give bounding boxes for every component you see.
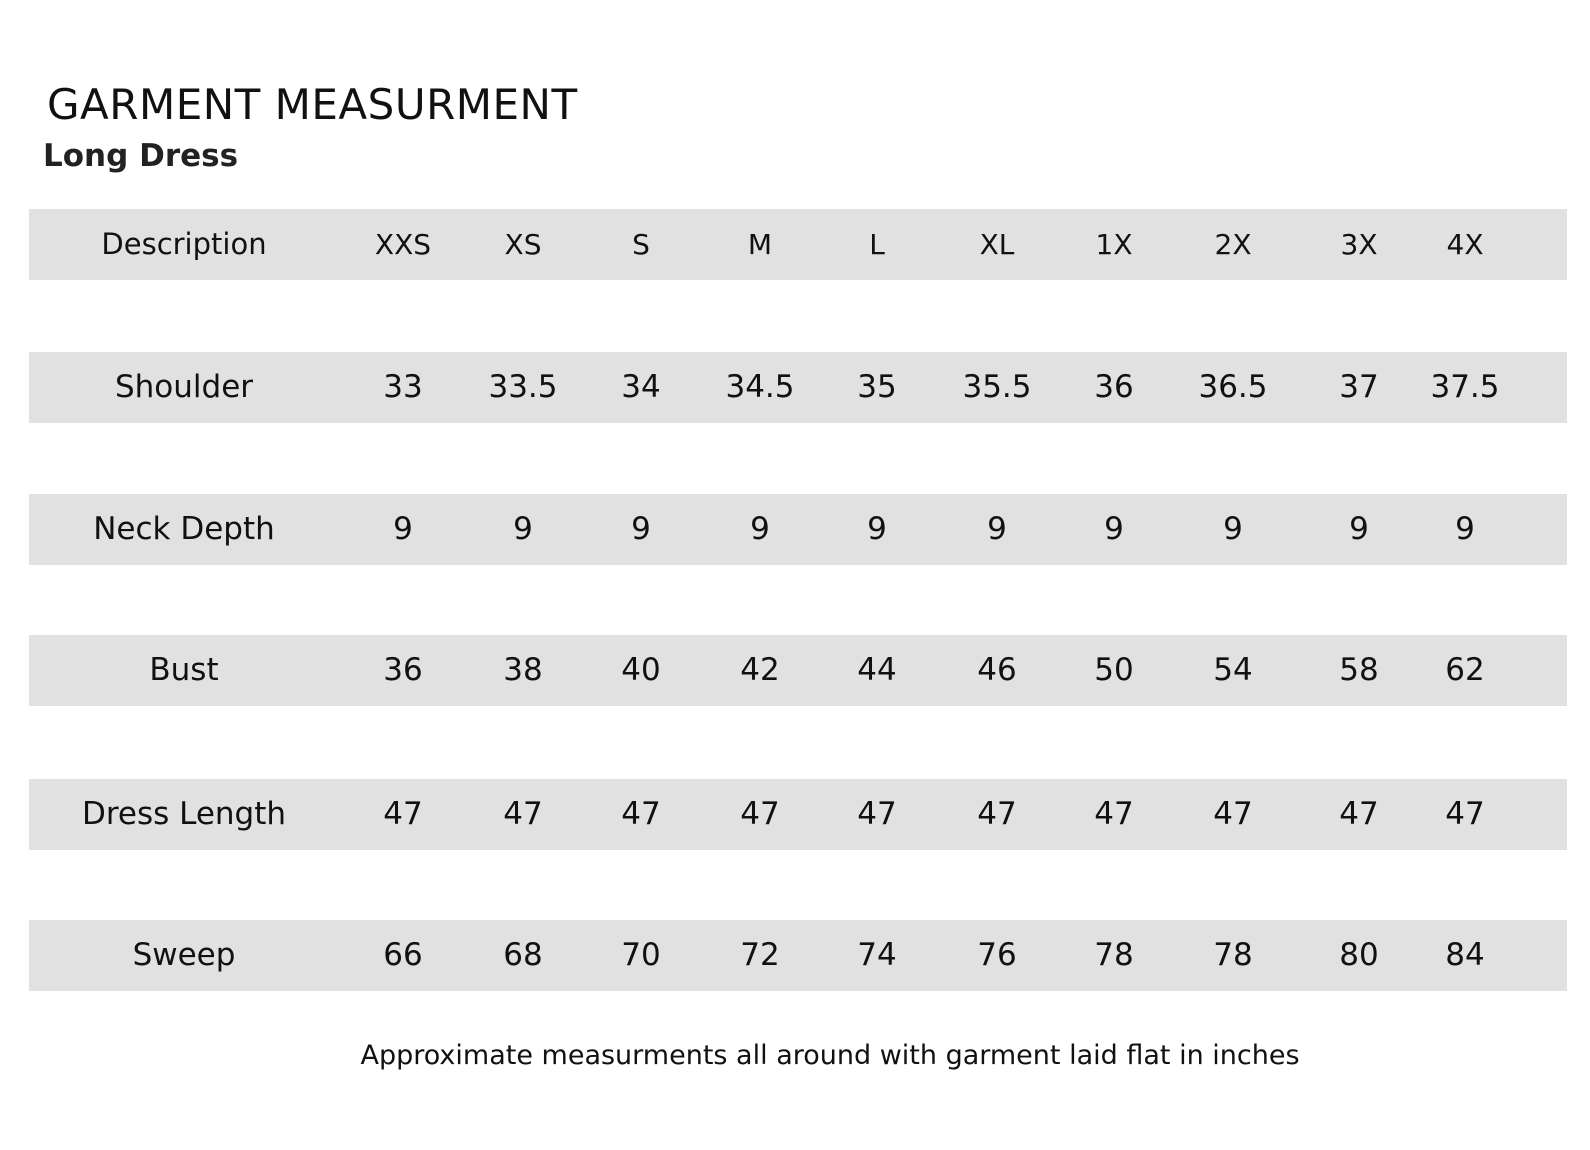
table-row-neck-depth xyxy=(29,494,1567,565)
table-cell: 35.5 xyxy=(962,369,1032,405)
header-size-xxs: XXS xyxy=(374,228,432,261)
table-cell: 38 xyxy=(503,652,543,688)
table-cell: 40 xyxy=(621,652,661,688)
table-cell: 35 xyxy=(857,369,897,405)
table-cell: 47 xyxy=(857,796,897,832)
table-cell: 80 xyxy=(1339,937,1379,973)
table-cell: 9 xyxy=(1455,511,1475,547)
table-cell: 70 xyxy=(621,937,661,973)
table-cell: 58 xyxy=(1339,652,1379,688)
table-row-bust xyxy=(29,635,1567,706)
table-cell: 44 xyxy=(857,652,897,688)
header-size-2x: 2X xyxy=(1214,228,1252,261)
header-size-xl: XL xyxy=(979,228,1015,261)
table-cell: 84 xyxy=(1445,937,1485,973)
table-cell: 9 xyxy=(1349,511,1369,547)
table-row-dress-length xyxy=(29,779,1567,850)
table-cell: 74 xyxy=(857,937,897,973)
table-cell: 9 xyxy=(1223,511,1243,547)
table-cell: 62 xyxy=(1445,652,1485,688)
table-cell: 36 xyxy=(383,652,423,688)
table-cell: 50 xyxy=(1094,652,1134,688)
header-size-1x: 1X xyxy=(1095,228,1133,261)
table-cell: 47 xyxy=(1094,796,1134,832)
row-label: Shoulder xyxy=(114,369,254,405)
table-cell: 33.5 xyxy=(488,369,558,405)
table-cell: 36.5 xyxy=(1198,369,1268,405)
table-cell: 47 xyxy=(383,796,423,832)
table-cell: 47 xyxy=(977,796,1017,832)
table-cell: 9 xyxy=(987,511,1007,547)
table-cell: 34.5 xyxy=(725,369,795,405)
table-cell: 47 xyxy=(1339,796,1379,832)
table-cell: 66 xyxy=(383,937,423,973)
table-cell: 47 xyxy=(740,796,780,832)
row-label: Neck Depth xyxy=(93,511,275,547)
table-cell: 9 xyxy=(1104,511,1124,547)
table-cell: 47 xyxy=(621,796,661,832)
table-cell: 37 xyxy=(1339,369,1379,405)
header-size-s: S xyxy=(632,228,650,261)
row-label: Bust xyxy=(149,652,219,688)
table-cell: 46 xyxy=(977,652,1017,688)
table-header-row xyxy=(29,209,1567,280)
row-label: Dress Length xyxy=(81,796,287,832)
table-cell: 42 xyxy=(740,652,780,688)
row-label: Sweep xyxy=(132,937,236,973)
table-cell: 9 xyxy=(750,511,770,547)
table-cell: 47 xyxy=(1213,796,1253,832)
page-title: GARMENT MEASURMENT xyxy=(47,80,578,129)
table-cell: 54 xyxy=(1213,652,1253,688)
table-cell: 9 xyxy=(393,511,413,547)
table-row-shoulder xyxy=(29,352,1567,423)
table-cell: 47 xyxy=(503,796,543,832)
table-cell: 9 xyxy=(631,511,651,547)
table-cell: 37.5 xyxy=(1430,369,1500,405)
table-cell: 78 xyxy=(1213,937,1253,973)
table-cell: 34 xyxy=(621,369,661,405)
header-size-m: M xyxy=(747,228,773,261)
table-cell: 9 xyxy=(867,511,887,547)
header-description-label: Description xyxy=(101,227,267,261)
header-size-xs: XS xyxy=(504,228,542,261)
table-cell: 9 xyxy=(513,511,533,547)
footnote: Approximate measurments all around with garment laid flat in inches xyxy=(360,1040,1300,1071)
page-subtitle: Long Dress xyxy=(43,138,239,174)
table-cell: 36 xyxy=(1094,369,1134,405)
table-cell: 72 xyxy=(740,937,780,973)
header-size-3x: 3X xyxy=(1340,228,1378,261)
table-cell: 78 xyxy=(1094,937,1134,973)
header-size-l: L xyxy=(869,228,885,261)
header-size-4x: 4X xyxy=(1446,228,1484,261)
table-cell: 33 xyxy=(383,369,423,405)
table-row-sweep xyxy=(29,920,1567,991)
table-cell: 68 xyxy=(503,937,543,973)
table-cell: 76 xyxy=(977,937,1017,973)
table-cell: 47 xyxy=(1445,796,1485,832)
